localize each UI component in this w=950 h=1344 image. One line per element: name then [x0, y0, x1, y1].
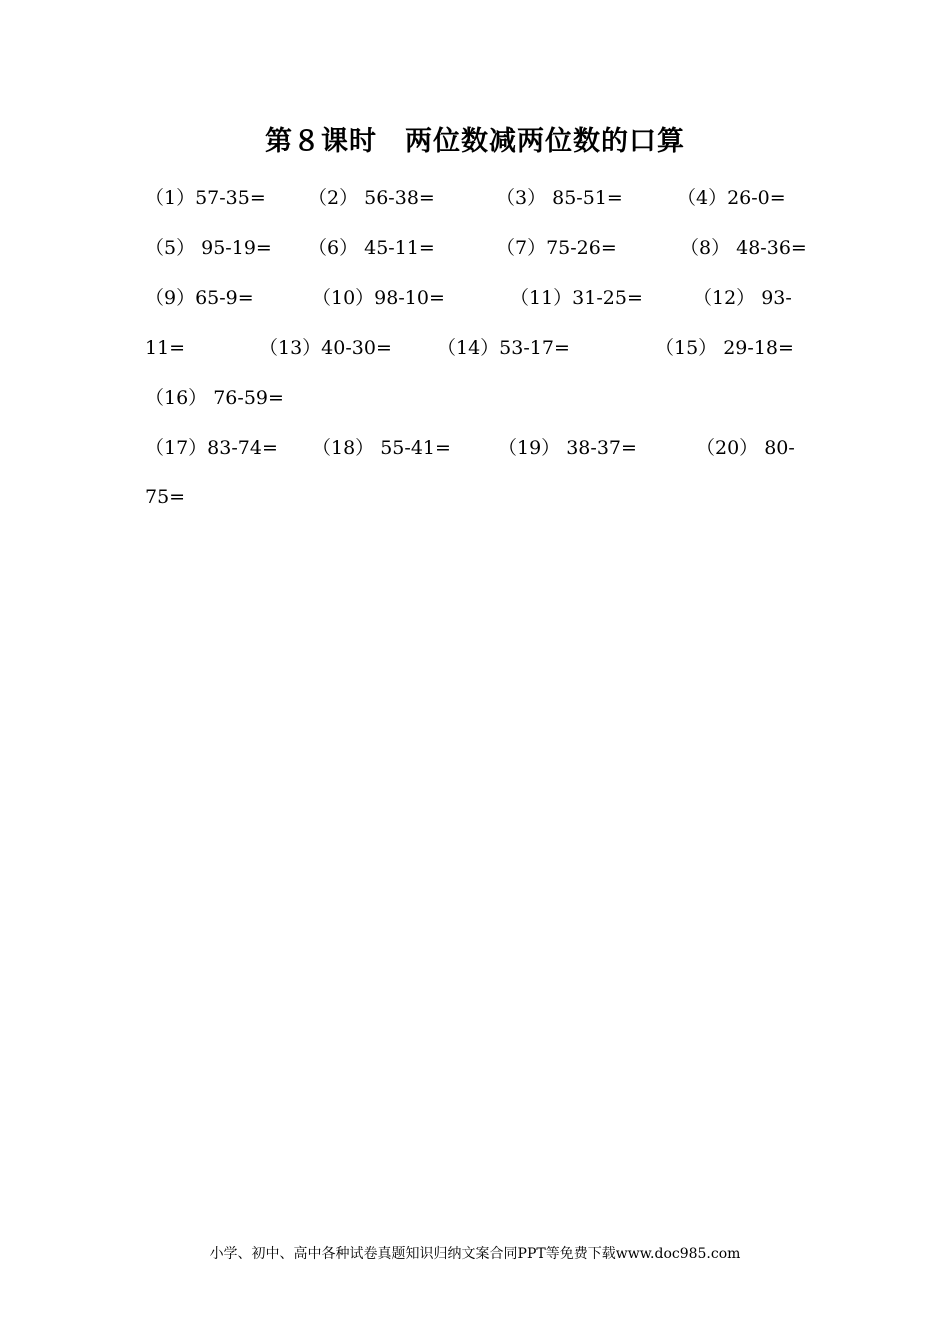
problem-line-2 [0, 233, 950, 263]
problem-line-1 [0, 183, 950, 213]
problem-2: （2） 56-38= [308, 187, 435, 209]
page-footer: 小学、初中、高中各种试卷真题知识归纳文案合同PPT等免费下载www.doc985.com [209, 1246, 741, 1262]
problem-3: （3） 85-51= [496, 187, 623, 209]
page-title: 第８课时 两位数减两位数的口算 [265, 126, 685, 157]
problem-20-continued: 75= [145, 486, 186, 508]
problem-8: （8） 48-36= [680, 237, 807, 259]
problem-12-continued: 11= [145, 337, 186, 359]
problem-18: （18） 55-41= [312, 437, 451, 459]
problem-4: （4）26-0= [677, 187, 786, 209]
problem-14: （14）53-17= [437, 337, 570, 359]
problem-12: （12） 93- [693, 287, 792, 309]
problem-15: （15） 29-18= [655, 337, 794, 359]
problem-line-5 [0, 383, 950, 413]
problem-10: （10）98-10= [312, 287, 445, 309]
problem-7: （7）75-26= [496, 237, 617, 259]
problem-line-6 [0, 433, 950, 463]
problem-11: （11）31-25= [510, 287, 643, 309]
problem-13: （13）40-30= [259, 337, 392, 359]
problem-5: （5） 95-19= [145, 237, 272, 259]
problem-line-7 [0, 482, 950, 512]
problem-1: （1）57-35= [145, 187, 266, 209]
problem-6: （6） 45-11= [308, 237, 435, 259]
problem-line-4 [0, 333, 950, 363]
problem-17: （17）83-74= [145, 437, 278, 459]
problem-19: （19） 38-37= [498, 437, 637, 459]
problem-9: （9）65-9= [145, 287, 254, 309]
problem-16: （16） 76-59= [145, 387, 284, 409]
problem-line-3 [0, 283, 950, 313]
problem-20: （20） 80- [696, 437, 795, 459]
